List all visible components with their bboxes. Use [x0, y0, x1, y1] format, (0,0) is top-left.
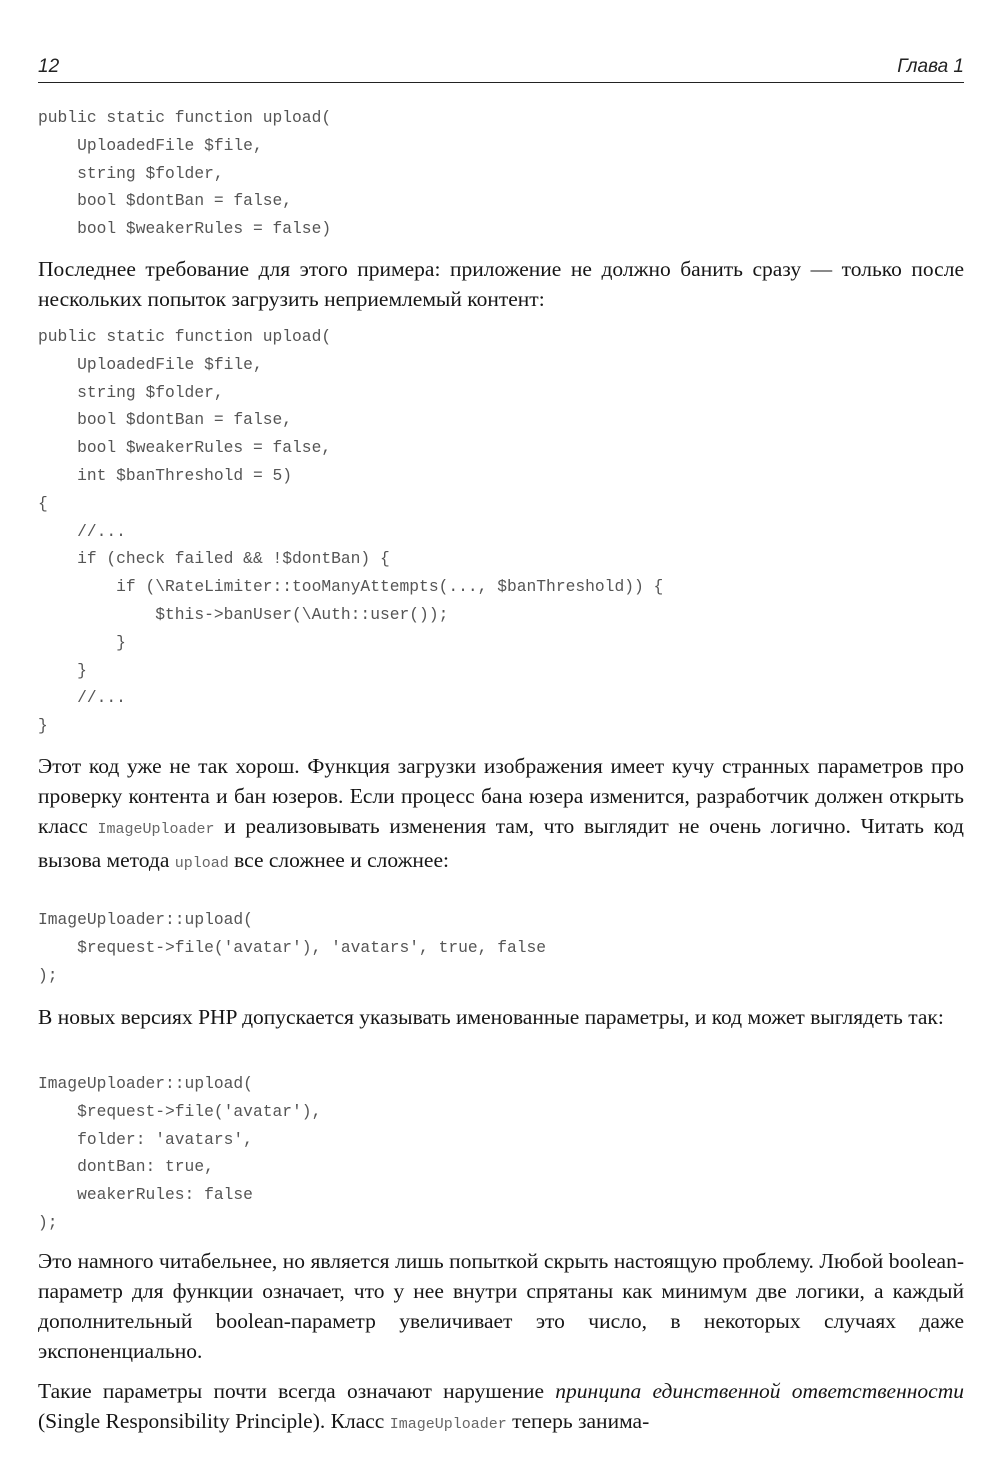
page-number: 12 — [38, 56, 60, 77]
running-header — [38, 52, 964, 83]
code-block-positional-call: ImageUploader::upload( $request->file('avatar'), 'avatars', true, false ); — [38, 910, 547, 985]
paragraph-code-not-good — [38, 751, 964, 879]
chapter-title: Глава 1 — [897, 56, 964, 77]
paragraph-srp — [38, 1376, 964, 1440]
text-run: Такие параметры почти всегда означают нарушение — [38, 1379, 556, 1403]
text-run: теперь занима- — [506, 1409, 650, 1433]
emphasis-srp: принципа единственной ответственности — [555, 1379, 965, 1403]
text-run: все сложнее и сложнее: — [228, 848, 449, 872]
text-run: Этот код уже не так хорош. Функция загрузки изображения имеет кучу странных параметров про проверку контента и бан юзеров. Если процесс бана юзера изменится, разработчик должен открыть класс — [38, 754, 964, 838]
inline-code-imageuploader: ImageUploader — [389, 1416, 507, 1433]
inline-code-upload: upload — [174, 855, 229, 872]
code-block-upload-signature: public static function upload( UploadedFile $file, string $folder, bool $dontBan = false, bool $weakerRules = false) — [38, 108, 332, 239]
paragraph-named-params: В новых версиях PHP допускается указывать именованные параметры, и код может выглядеть так: — [38, 1005, 944, 1029]
inline-code-imageuploader: ImageUploader — [97, 821, 215, 838]
code-block-upload-ban-threshold: public static function upload( UploadedFile $file, string $folder, bool $dontBan = false, bool $weakerRules = false, int $banThreshold = 5) { //... if (check failed && !$dontBan) { if (\RateLimiter::tooManyAttempts(..., $banThreshold)) { $this->banUser(\Auth::user()); } } //... } — [38, 327, 664, 736]
text-run: (Single Responsibility Principle). Класс — [38, 1409, 390, 1433]
paragraph-boolean-params: Это намного читабельнее, но является лишь попыткой скрыть настоящую проблему. Любой boolean-параметр для функции означает, что у нее внутри спрятаны как минимум две логики, а каждый дополнительный boolean-параметр увеличивает это число, в некоторых случаях даже экспоненциально. — [38, 1249, 964, 1363]
text-run: и реализовывать изменения там, что выглядит не очень логично. Читать код вызова метода — [38, 814, 964, 872]
code-block-named-call: ImageUploader::upload( $request->file('avatar'), folder: 'avatars', dontBan: true, weakerRules: false ); — [38, 1074, 322, 1232]
paragraph-last-requirement: Последнее требование для этого примера: приложение не должно банить сразу — только после нескольких попыток загрузить неприемлемый контент: — [38, 257, 964, 311]
